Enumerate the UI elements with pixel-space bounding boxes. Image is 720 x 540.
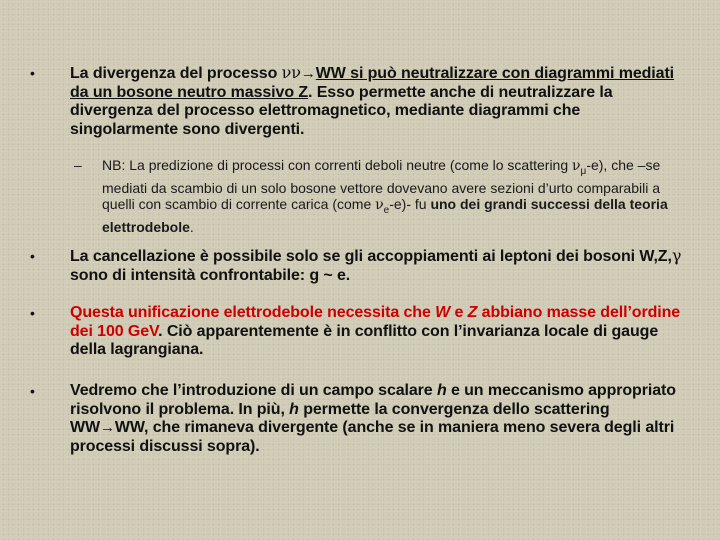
nb-text-part2: -e), che –se mediati da scambio di un solo bosone vettore dovevano avere sezioni d’urto comparabili a quelli con scambio di corrente carica (come	[102, 157, 661, 212]
bullet-3-text	[70, 304, 690, 360]
b2-text-part2: sono di intensità confrontabile: g ~ e.	[70, 266, 351, 284]
nb-text-part1: NB: La predizione di processi con correnti deboli neutre (come lo scattering	[102, 157, 573, 173]
nb-bold-text: uno dei grandi successi della teoria elettrodebole	[102, 195, 668, 235]
h-symbol: h	[289, 400, 299, 418]
b4-text-part1: Vedremo che l’introduzione di un campo scalare	[70, 382, 437, 399]
b3-w-symbol: W	[435, 304, 451, 321]
nu-symbol: ν	[281, 63, 292, 82]
mu-subscript: μ	[580, 165, 587, 177]
b4-text-part4: WW, che rimaneva divergente (anche se in maniera meno severa degli altri processi discussi sopra).	[70, 419, 675, 455]
nb-text-part3: -e)- fu	[389, 195, 431, 212]
b3-black-text: . Ciò apparentemente è in conflitto con l’invarianza locale di gauge della lagrangiana.	[70, 322, 659, 358]
b4-text-part3: permette la convergenza dello scattering WW	[70, 400, 610, 436]
b3-red-text: Questa unificazione elettrodebole necessita che	[70, 304, 436, 321]
bullet-dot: •	[30, 305, 35, 321]
nu-symbol: ν	[291, 63, 301, 82]
bullet-4-text	[70, 382, 690, 456]
bullet-dot: •	[30, 383, 35, 399]
b1-text-part3: . Esso permette anche di neutralizzare la divergenza del processo elettromagnetico, mediante diagrammi che singolarmente sono divergenti.	[70, 83, 613, 138]
b3-red-text-2: abbiano masse dell’ordine dei 100 GeV	[70, 304, 681, 340]
dash-marker: –	[74, 157, 82, 173]
b2-text-part1: La cancellazione è possibile solo se gli accoppiamenti ai leptoni dei bosoni W,Z,	[70, 248, 672, 265]
bullet-2-text	[70, 247, 690, 285]
bullet-dot: •	[30, 248, 35, 264]
bullet-dot: •	[30, 65, 35, 81]
h-symbol: h	[436, 382, 447, 399]
e-subscript: e	[383, 204, 390, 216]
nu-symbol: ν	[375, 196, 384, 213]
gamma-symbol: γ	[671, 246, 682, 265]
arrow-icon: →	[100, 419, 115, 436]
arrow-icon: →	[300, 65, 316, 82]
b1-underlined-text: WW si può neutralizzare con diagrammi mediati da un bosone neutro massivo Z	[70, 65, 675, 101]
bullet-1-text	[70, 64, 690, 139]
b4-text-part2: e un meccanismo appropriato risolvono il problema. In più,	[70, 382, 676, 418]
b3-z-symbol: Z	[467, 304, 478, 321]
sub-bullet-text	[102, 157, 694, 235]
nb-text-end: .	[189, 218, 194, 235]
b3-and: e	[450, 304, 468, 321]
b1-text-part1: La divergenza del processo	[70, 65, 282, 82]
nu-symbol: ν	[572, 158, 581, 174]
